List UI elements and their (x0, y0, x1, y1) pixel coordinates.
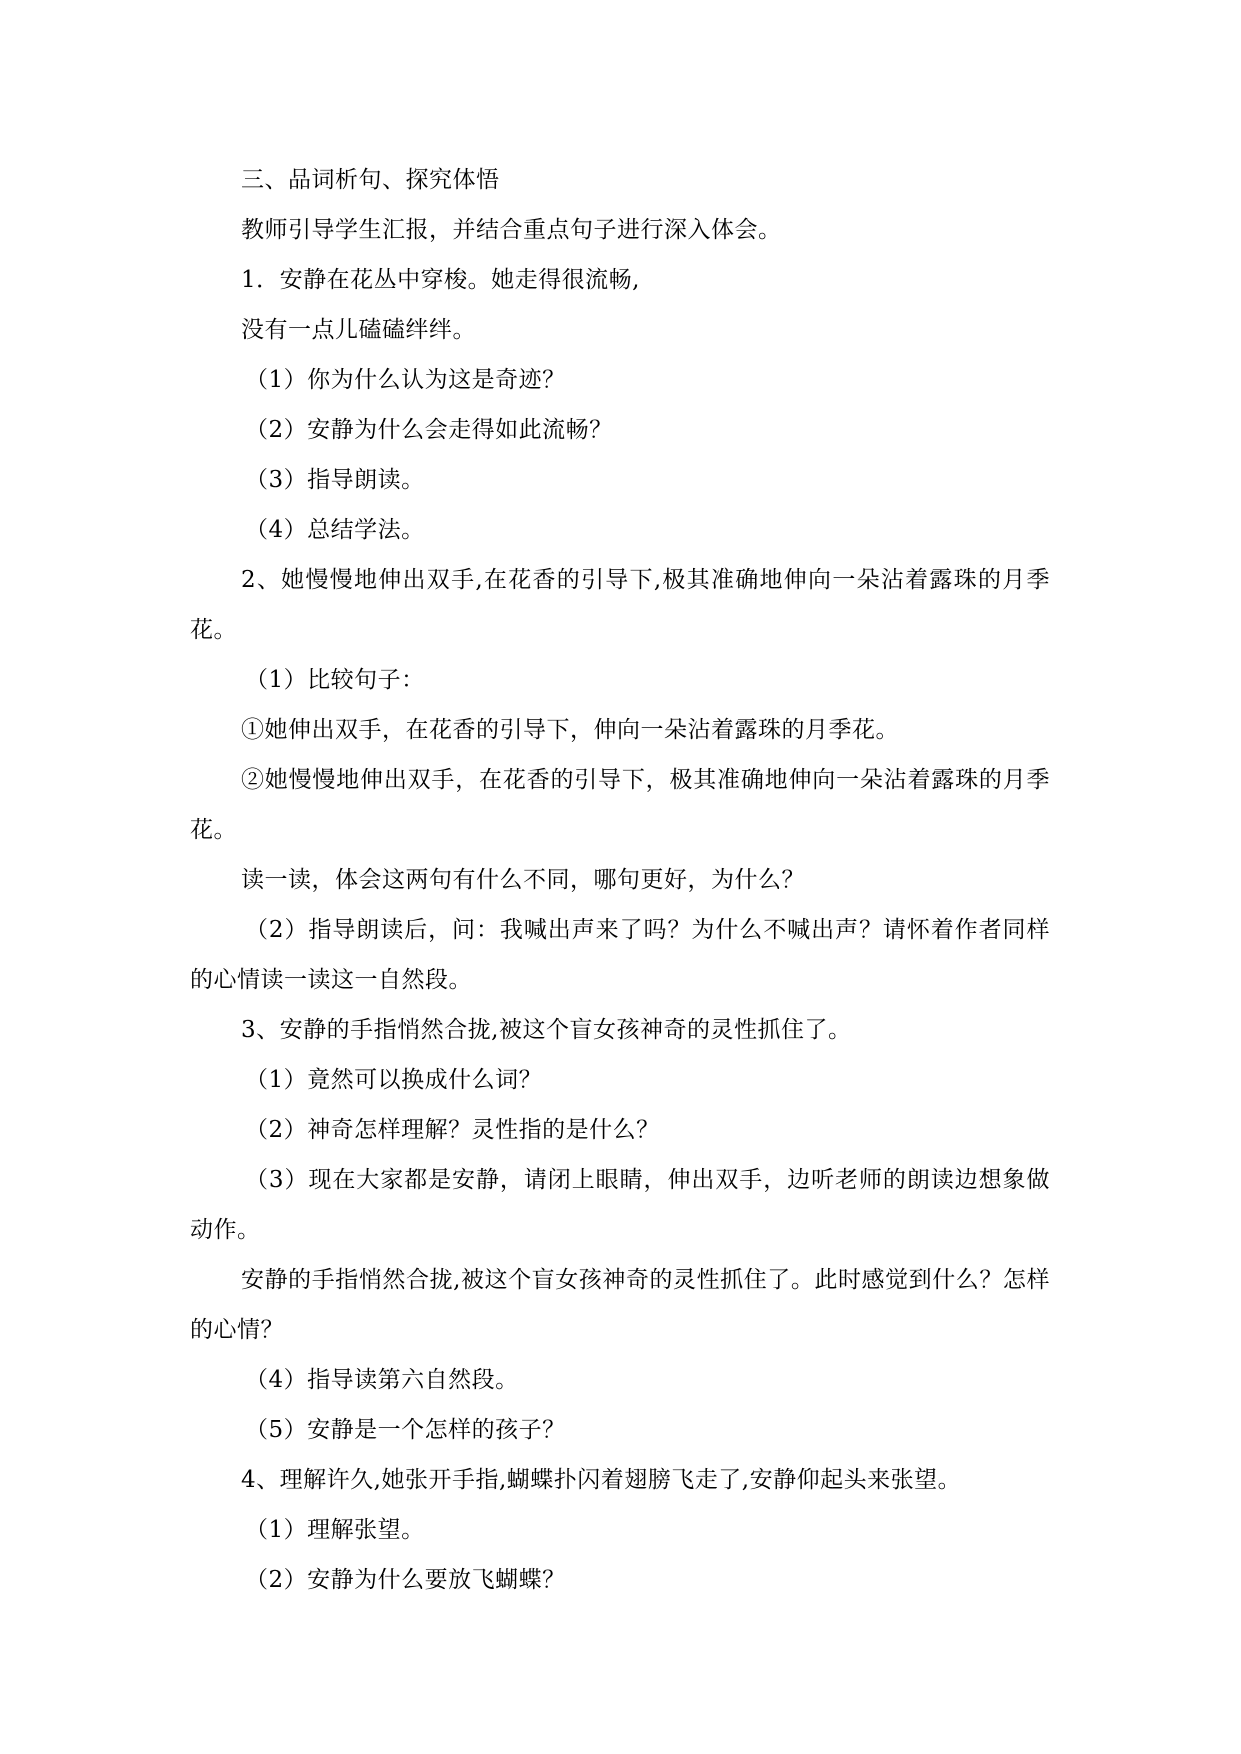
list-item: （3）指导朗读。 (245, 467, 425, 493)
list-item: （2）安静为什么会走得如此流畅？ (245, 417, 613, 443)
paragraph-text: （3）现在大家都是安静，请闭上眼睛，伸出双手，边听老师的朗读边想象做动作。 (190, 1167, 1050, 1243)
list-item: （4）总结学法。 (245, 517, 425, 543)
paragraph: 教师引导学生汇报，并结合重点句子进行深入体会。 (241, 217, 782, 243)
list-item (190, 1155, 1050, 1255)
paragraph-text: 安静的手指悄然合拢,被这个盲女孩神奇的灵性抓住了。此时感觉到什么？怎样的心情？ (190, 1267, 1050, 1343)
paragraph (190, 755, 1050, 855)
paragraph-text: ②她慢慢地伸出双手，在花香的引导下，极其准确地伸向一朵沾着露珠的月季花。 (190, 767, 1050, 843)
list-item: （2）安静为什么要放飞蝴蝶？ (245, 1567, 566, 1593)
list-item: （4）指导读第六自然段。 (245, 1367, 519, 1393)
paragraph: 1．安静在花丛中穿梭。她走得很流畅, (241, 267, 640, 293)
section-heading: 三、品词析句、探究体悟 (241, 167, 500, 193)
paragraph-text: （2）指导朗读后，问：我喊出声来了吗？为什么不喊出声？请怀着作者同样的心情读一读这一自然段。 (190, 917, 1050, 993)
paragraph: 没有一点儿磕磕绊绊。 (241, 317, 476, 343)
list-item: （1）理解张望。 (245, 1517, 425, 1543)
paragraph-text: 2、她慢慢地伸出双手,在花香的引导下,极其准确地伸向一朵沾着露珠的月季花。 (190, 567, 1050, 643)
paragraph (190, 1255, 1050, 1355)
list-item: （2）神奇怎样理解？灵性指的是什么？ (245, 1117, 660, 1143)
paragraph (190, 555, 1050, 655)
list-item: （1）比较句子： (245, 667, 425, 693)
list-item (190, 905, 1050, 1005)
paragraph: ①她伸出双手，在花香的引导下，伸向一朵沾着露珠的月季花。 (241, 717, 899, 743)
paragraph: 4、理解许久,她张开手指,蝴蝶扑闪着翅膀飞走了,安静仰起头来张望。 (241, 1467, 962, 1493)
list-item: （1）竟然可以换成什么词？ (245, 1067, 543, 1093)
paragraph: 3、安静的手指悄然合拢,被这个盲女孩神奇的灵性抓住了。 (241, 1017, 852, 1043)
list-item: （5）安静是一个怎样的孩子？ (245, 1417, 566, 1443)
document-body (190, 155, 1050, 1605)
list-item: （1）你为什么认为这是奇迹？ (245, 367, 566, 393)
paragraph: 读一读，体会这两句有什么不同，哪句更好，为什么？ (241, 867, 805, 893)
